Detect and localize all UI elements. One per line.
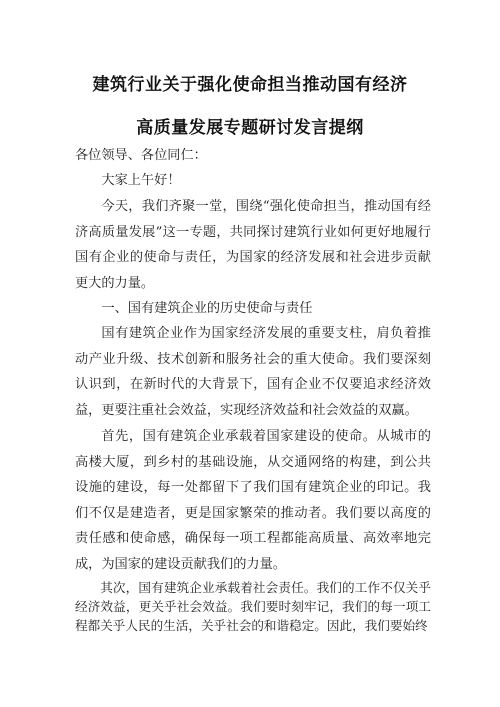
section-1-paragraph-2: 首先，国有建筑企业承载着国家建设的使命。从城市的高楼大厦，到乡村的基础设施，从交通网络的构建，到公共设施的建设，每一处都留下了我们国有建筑企业的印记。我们不仅是建造者，更是国家繁荣的推动者。我们要以高度的责任感和使命感，确保每一项工程都能高质量、高效率地完成，为国家的建设贡献我们的力量。: [75, 429, 431, 572]
greeting: 大家上午好！: [101, 173, 181, 188]
document-title-line-2: 高质量发展专题研讨发言提纲: [136, 118, 364, 138]
salutation: 各位领导、各位同仁：: [75, 148, 207, 163]
section-1-paragraph-1: 国有建筑企业作为国家经济发展的重要支柱，肩负着推动产业升级、技术创新和服务社会的重大使命。我们要深刻认识到，在新时代的大背景下，国有企业不仅要追求经济效益，更要注重社会效益，实现经济效益和社会效益的双赢。: [75, 326, 431, 418]
intro-paragraph: 今天，我们齐聚一堂，围绕“强化使命担当，推动国有经济高质量发展”这一专题，共同探讨建筑行业如何更好地履行国有企业的使命与责任，为国家的经济发展和社会进步贡献更大的力量。: [75, 199, 431, 291]
document-title-line-1: 建筑行业关于强化使命担当推动国有经济: [92, 75, 408, 95]
section-1-paragraph-3: 其次，国有建筑企业承载着社会责任。我们的工作不仅关乎经济效益，更关乎社会效益。我们要时刻牢记，我们的每一项工程都关乎人民的生活，关乎社会的和谐稳定。因此，我们要始终: [75, 580, 431, 633]
section-1-heading: 一、国有建筑企业的历史使命与责任: [101, 301, 313, 316]
